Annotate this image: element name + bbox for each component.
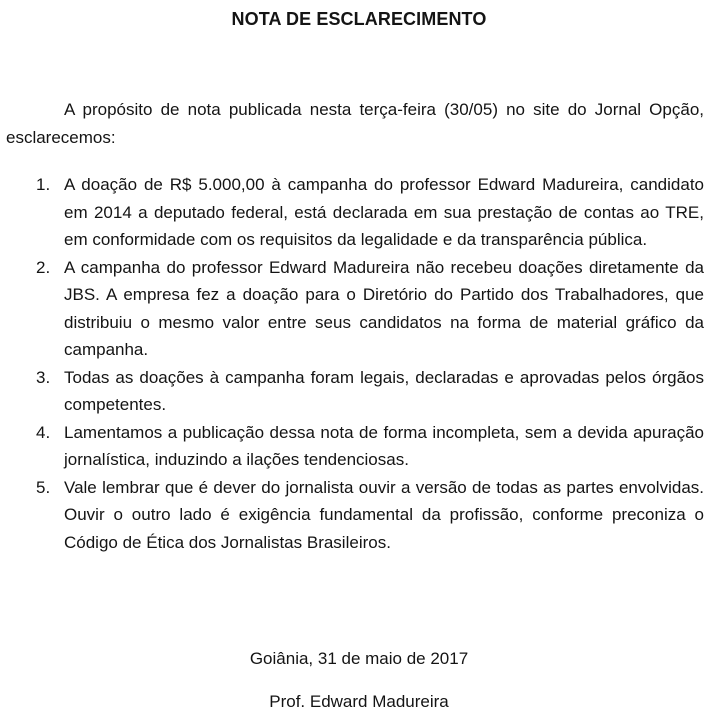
intro-paragraph: A propósito de nota publicada nesta terça-feira (30/05) no site do Jornal Opção, esclarecemos: [6, 100, 704, 147]
list-item-text: Lamentamos a publicação dessa nota de forma incompleta, sem a devida apuração jornalística, induzindo a ilações tendenciosas. [64, 422, 704, 469]
list-item-number: 4. [36, 422, 51, 442]
list-item-number: 3. [36, 367, 51, 387]
list-item-number: 2. [36, 257, 51, 277]
document-title: NOTA DE ESCLARECIMENTO [231, 9, 487, 29]
list-item [6, 474, 704, 557]
list-item-number: 5. [36, 477, 51, 497]
list-item-text: A doação de R$ 5.000,00 à campanha do professor Edward Madureira, candidato em 2014 a deputado federal, está declarada em sua prestação de contas ao TRE, em conformidade com os requisitos da legalidade e da transparência pública. [64, 175, 704, 249]
list-item [6, 254, 704, 364]
signature: Prof. Edward Madureira [269, 692, 449, 711]
date-line: Goiânia, 31 de maio de 2017 [249, 649, 469, 668]
list-item-text: A campanha do professor Edward Madureira não recebeu doações diretamente da JBS. A empresa fez a doação para o Diretório do Partido dos Trabalhadores, que distribuiu o mesmo valor entre seus candidatos na forma de material gráfico da campanha. [64, 257, 704, 359]
list-item [6, 364, 704, 419]
list-item [6, 419, 704, 474]
list-item-number: 1. [36, 175, 51, 194]
list-item [6, 171, 704, 254]
list-item-text: Vale lembrar que é dever do jornalista ouvir a versão de todas as partes envolvidas. Ouvir o outro lado é exigência fundamental da profissão, conforme preconiza o Código de Ética dos Jornalistas Brasileiros. [64, 477, 704, 552]
clarification-list [6, 171, 704, 556]
list-item-text: Todas as doações à campanha foram legais, declaradas e aprovadas pelos órgãos competentes. [64, 367, 704, 414]
